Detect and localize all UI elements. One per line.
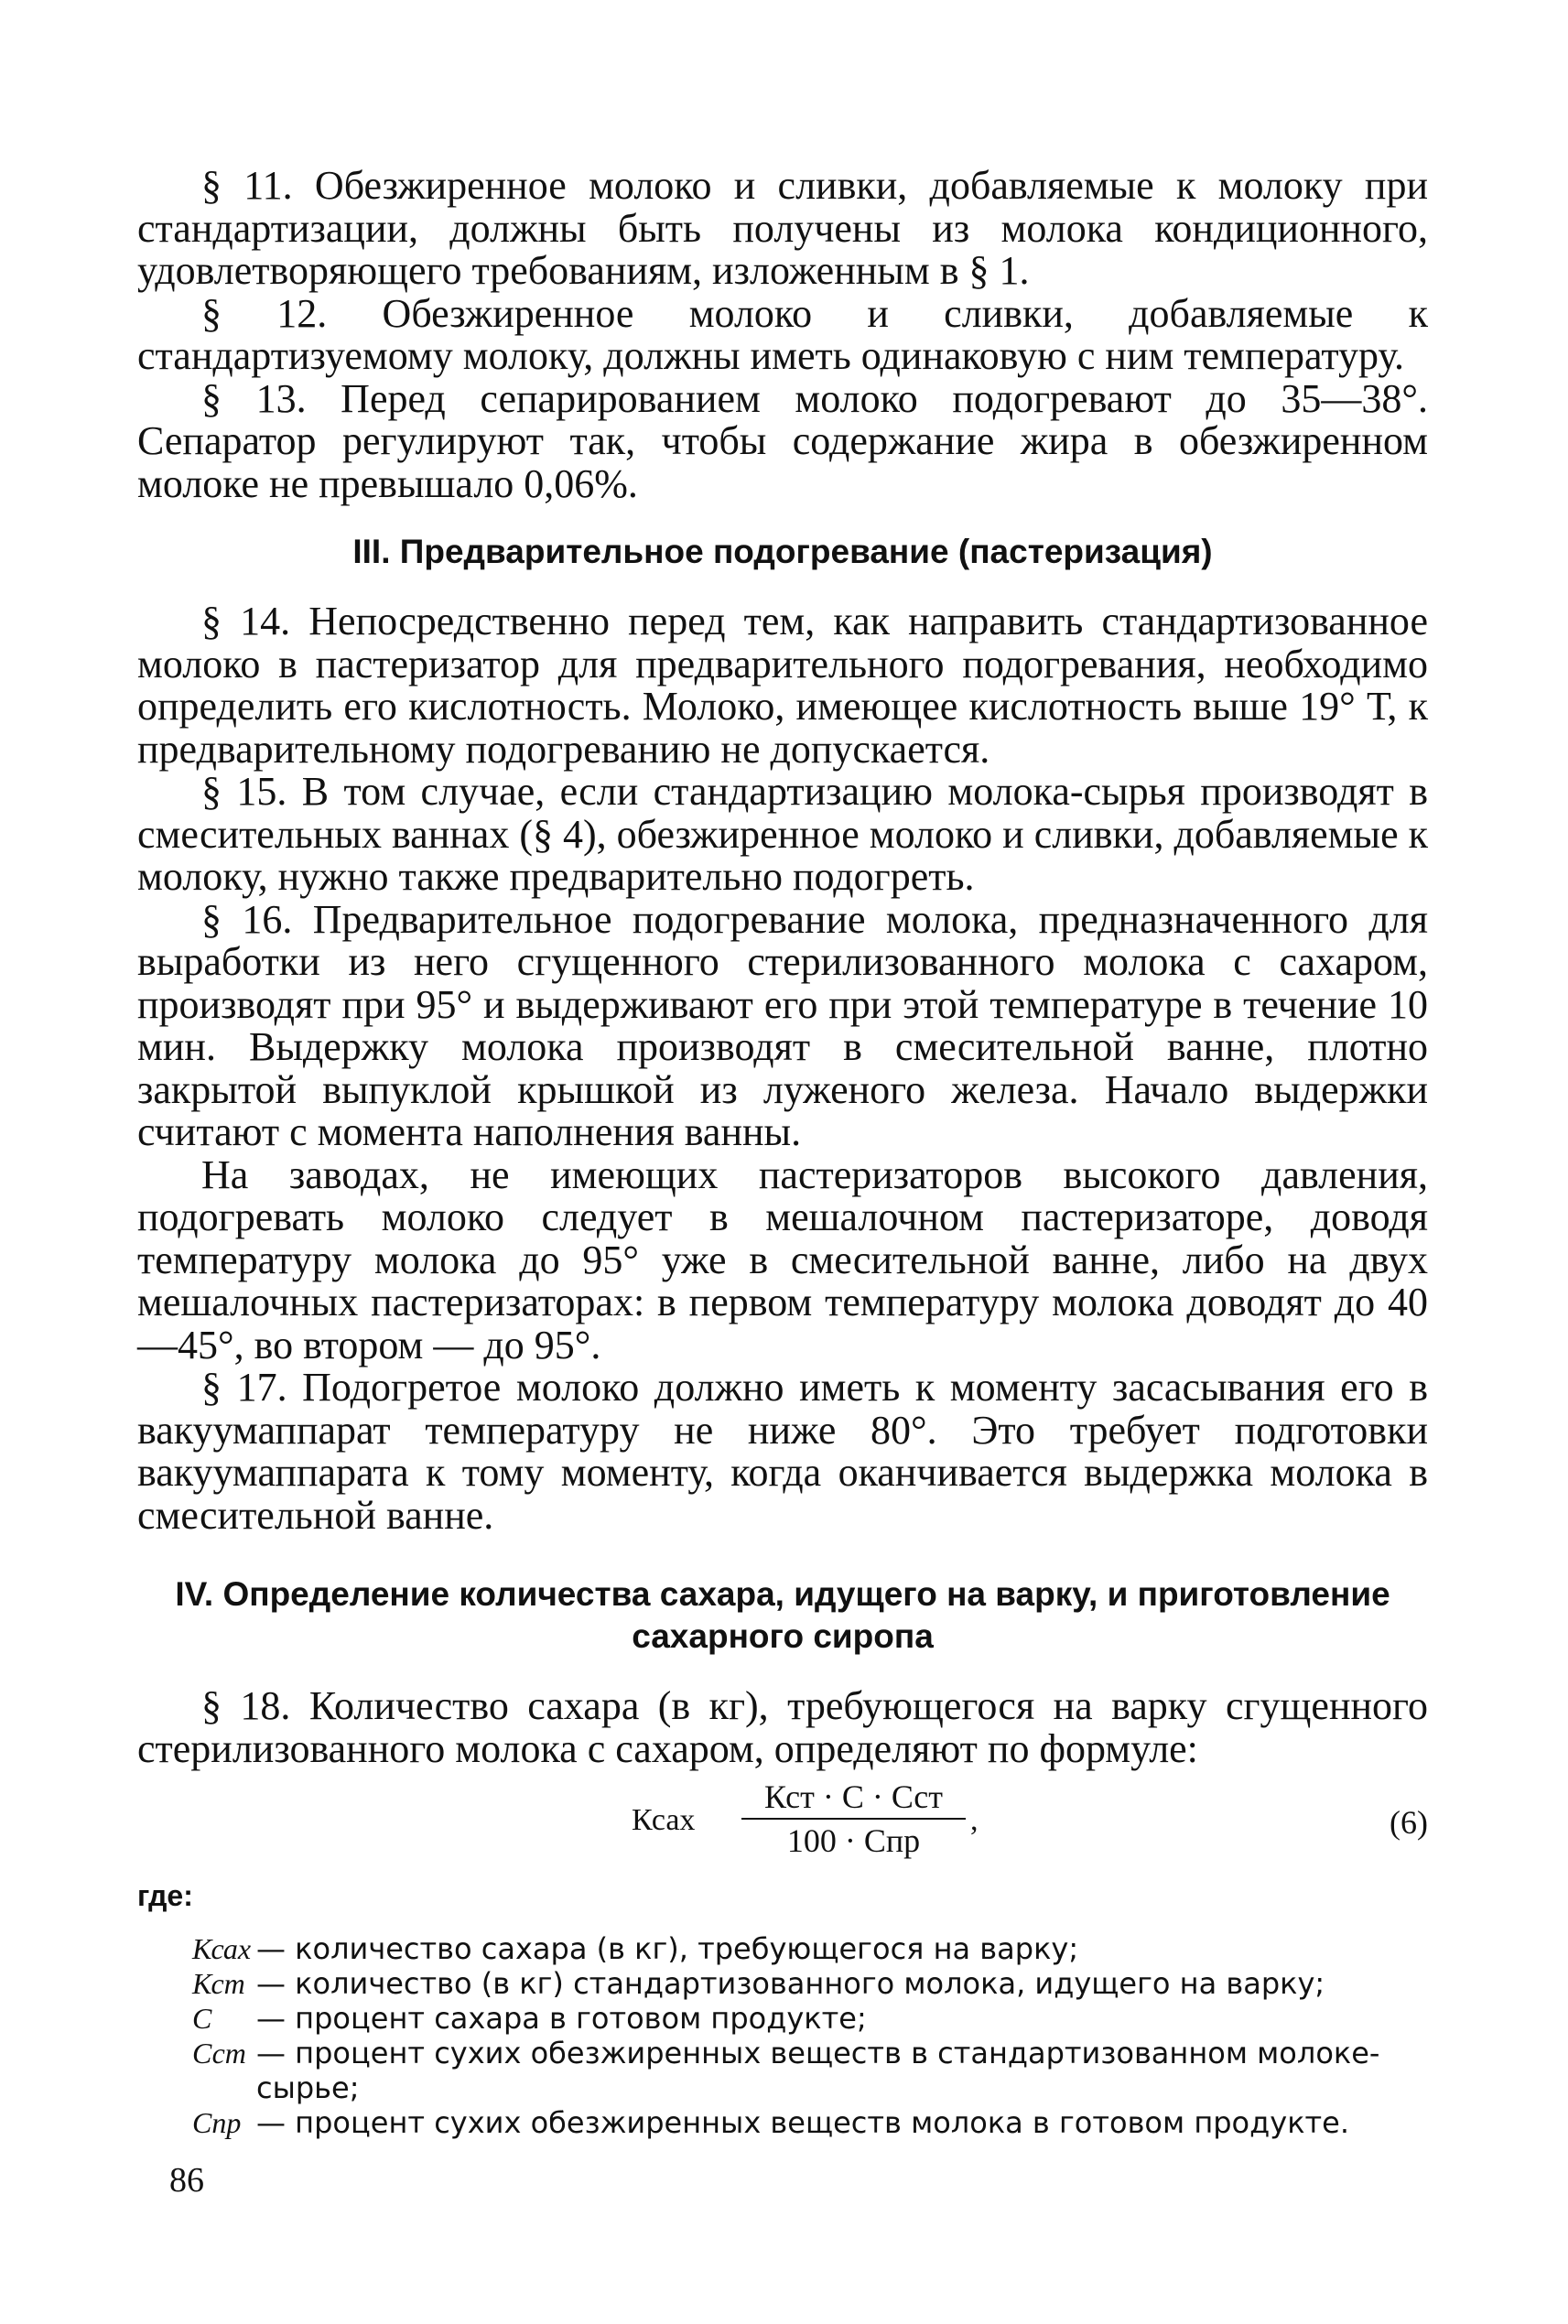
legend-symbol: Спр — [192, 2106, 242, 2139]
section-heading-4: IV. Определение количества сахара, идущего на варку, и приготовление сахарного сиропа — [175, 1575, 1390, 1655]
paragraph-17: § 17. Подогретое молоко должно иметь к моменту засасывания его в вакуумаппарат температуру не ниже 80°. Это требует подготовки вакуумаппарата к тому моменту, когда оканчивается выдержка молока в смесительной ванне. — [137, 1365, 1428, 1538]
formula — [137, 1778, 1428, 1865]
paragraph-18: § 18. Количество сахара (в кг), требующегося на варку сгущенного стерилизованного молока с сахаром, определяют по формуле: — [137, 1683, 1428, 1771]
legend-definition: — количество сахара (в кг), требующегося на варку; — [256, 1931, 1079, 1966]
legend-item — [192, 2105, 1428, 2140]
section-heading-3: III. Предварительное подогревание (пастеризация) — [352, 533, 1213, 570]
legend-definition: — процент сухих обезжиренных веществ молока в готовом продукте. — [256, 2105, 1350, 2140]
page-number: 86 — [169, 2161, 204, 2200]
legend-symbol: Ксах — [192, 1932, 252, 1965]
legend-definition: — количество (в кг) стандартизованного молока, идущего на варку; — [256, 1966, 1325, 2001]
paragraph-14: § 14. Непосредственно перед тем, как направить стандартизованное молоко в пастеризатор для предварительного подогревания, необходимо определить его кислотность. Молоко, имеющее кислотность выше 19° Т, к предварительному подогреванию не допускается. — [137, 599, 1428, 772]
formula-fraction — [741, 1778, 966, 1860]
paragraph-11: § 11. Обезжиренное молоко и сливки, добавляемые к молоку при стандартизации, должны быть получены из молока кондиционного, удовлетворяющего требованиям, изложенным в § 1. — [137, 163, 1428, 293]
document-page — [137, 165, 1428, 2140]
formula-lhs: Ксах — [632, 1803, 696, 1837]
paragraph-16: § 16. Предварительное подогревание молока, предназначенного для выработки из него сгущенного стерилизованного молока с сахаром, производят при 95° и выдерживают его при этой температуре в течение 10 мин. Выдержку молока производят в смесительной ванне, плотно закрытой выпуклой крышкой из луженого железа. Начало выдержки считают с момента наполнения ванны. — [137, 896, 1428, 1154]
paragraph-12: § 12. Обезжиренное молоко и сливки, добавляемые к стандартизуемому молоку, должны иметь одинаковую с ним температуру. — [137, 290, 1428, 378]
formula-number: (6) — [1390, 1804, 1428, 1841]
legend-symbol: С — [192, 2002, 212, 2035]
fraction-bar — [741, 1818, 966, 1820]
legend-symbol: Сст — [192, 2037, 246, 2070]
variable-legend — [192, 1931, 1428, 2140]
paragraph-15: § 15. В том случае, если стандартизацию молока-сырья производят в смесительных ваннах (§ 4), обезжиренное молоко и сливки, добавляемые к молоку, нужно также предварительно подогреть. — [137, 769, 1428, 899]
formula-denominator: 100 · Спр — [786, 1822, 921, 1859]
formula-comma: , — [970, 1803, 979, 1837]
legend-item — [192, 1966, 1428, 2001]
formula-numerator: Кст · С · Сст — [764, 1778, 943, 1815]
legend-item — [192, 2036, 1428, 2105]
legend-item — [192, 2001, 1428, 2036]
paragraph-16-cont: На заводах, не имеющих пастеризаторов высокого давления, подогревать молоко следует в мешалочном пастеризаторе, доводя температуру молока до 95° уже в смесительной ванне, либо на двух мешалочных пастеризаторах: в первом температуру молока доводят до 40—45°, во втором — до 95°. — [137, 1151, 1428, 1367]
paragraph-13: § 13. Перед сепарированием молоко подогревают до 35—38°. Сепаратор регулируют так, чтобы содержание жира в обезжиренном молоке не превышало 0,06%. — [137, 375, 1428, 506]
legend-item — [192, 1931, 1428, 1966]
legend-definition: — процент сахара в готовом продукте; — [256, 2001, 867, 2036]
where-label: где: — [137, 1879, 193, 1912]
legend-symbol: Кст — [192, 1967, 245, 2000]
legend-definition: — процент сухих обезжиренных веществ в стандартизованном молоке-сырье; — [256, 2036, 1380, 2105]
